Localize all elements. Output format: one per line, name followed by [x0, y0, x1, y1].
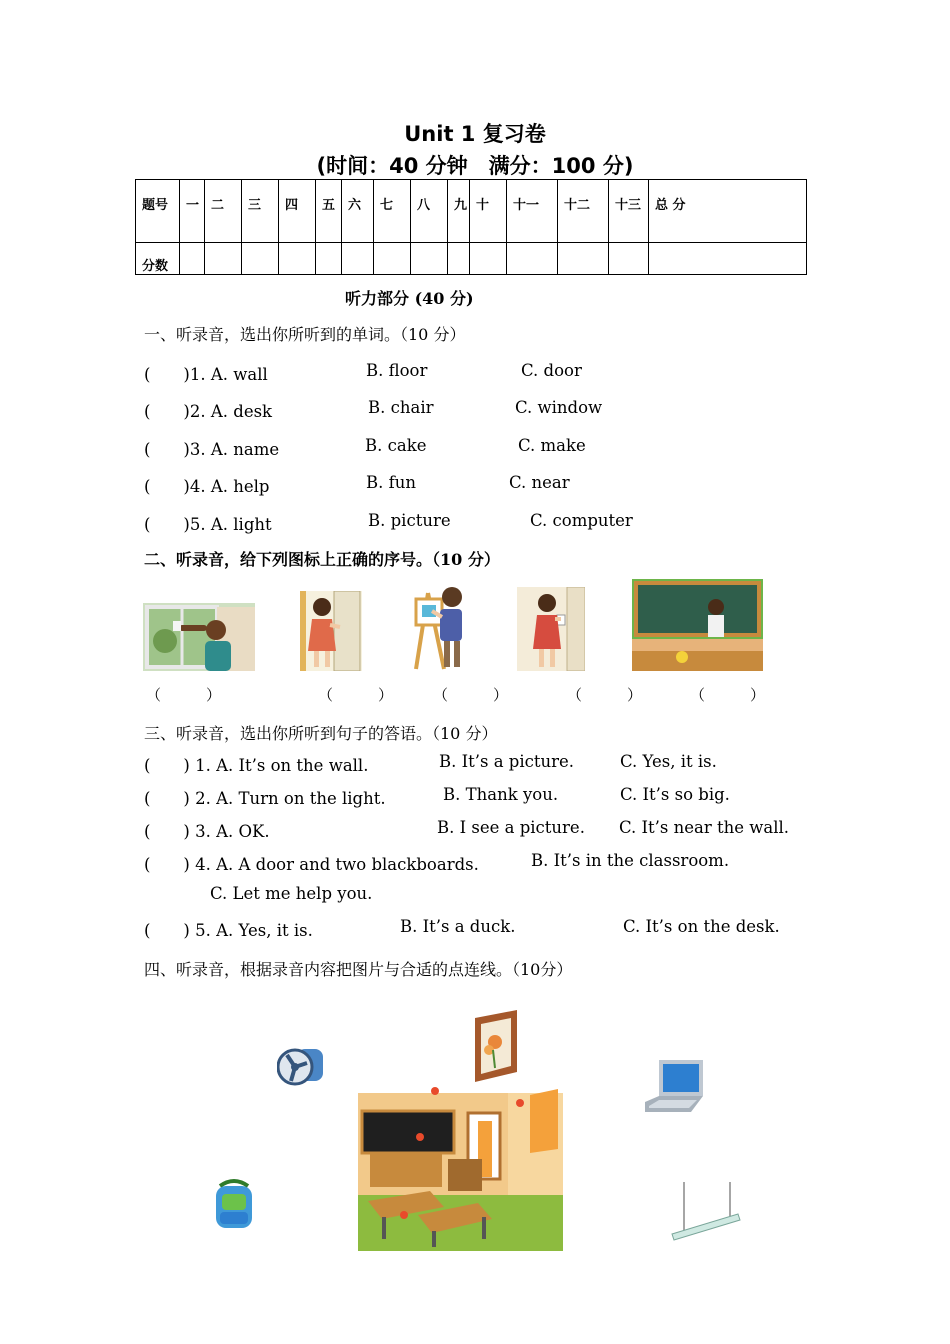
score-table: [135, 179, 807, 275]
score-empty-cell[interactable]: [411, 243, 448, 275]
score-empty-cell[interactable]: [558, 243, 609, 275]
s1-q2-b: B. chair: [368, 398, 434, 417]
s1-q4-b: B. fun: [366, 473, 416, 492]
s3-q5-c: C. It’s on the desk.: [623, 917, 780, 936]
score-cell: 三: [242, 180, 279, 243]
score-cell: 十一: [507, 180, 558, 243]
fan-icon[interactable]: [277, 1045, 325, 1087]
page-subtitle: (时间：40 分钟 满分：100 分): [316, 154, 634, 178]
score-cell: 一: [180, 180, 205, 243]
listening-header: 听力部分 (40 分): [345, 289, 474, 308]
computer-icon[interactable]: [645, 1058, 705, 1114]
s1-q3-b: B. cake: [365, 436, 427, 455]
boy-cleaning-window-picture: [143, 603, 255, 671]
score-empty-cell[interactable]: [649, 243, 807, 275]
s3-q4-b: B. It’s in the classroom.: [531, 851, 730, 870]
score-cell: 十三: [609, 180, 649, 243]
girl-at-light-switch-picture: [517, 587, 585, 671]
score-cell: 二: [205, 180, 242, 243]
section4-title: 四、听录音，根据录音内容把图片与合适的点连线。（10分）: [144, 960, 573, 979]
score-cell: 十二: [558, 180, 609, 243]
boy-painting-picture: [410, 583, 466, 671]
score-empty-cell[interactable]: [374, 243, 411, 275]
score-empty-cell[interactable]: [242, 243, 279, 275]
score-empty-cell[interactable]: [180, 243, 205, 275]
score-cell: 九: [448, 180, 470, 243]
s3-q5-b: B. It’s a duck.: [400, 917, 516, 936]
score-cell: 题号: [136, 180, 180, 243]
answer-paren-3[interactable]: （ ）: [433, 686, 509, 704]
girl-opening-door-picture: [300, 591, 362, 671]
s3-q4-c: C. Let me help you.: [210, 884, 373, 903]
score-table-score-row: [136, 243, 807, 275]
page-title: Unit 1 复习卷: [404, 122, 546, 146]
score-cell: 四: [279, 180, 316, 243]
section3-title: 三、听录音，选出你所听到句子的答语。（10 分）: [144, 724, 498, 743]
score-empty-cell[interactable]: [507, 243, 558, 275]
score-cell: 六: [342, 180, 374, 243]
s3-q3-b: B. I see a picture.: [437, 818, 585, 837]
score-empty-cell[interactable]: [448, 243, 470, 275]
s1-q1-a: ( )1. A. wall: [144, 365, 268, 384]
answer-paren-2[interactable]: （ ）: [318, 686, 394, 704]
classroom-picture: [358, 1083, 563, 1251]
s3-q2-c: C. It’s so big.: [620, 785, 730, 804]
s1-q1-c: C. door: [521, 361, 582, 380]
section1-title: 一、听录音，选出你所听到的单词。（10 分）: [144, 325, 466, 344]
score-empty-cell[interactable]: [470, 243, 507, 275]
score-cell: 总 分: [649, 180, 807, 243]
s1-q2-c: C. window: [515, 398, 603, 417]
s3-q4-a: ( ) 4. A. A door and two blackboards.: [144, 855, 479, 874]
answer-paren-1[interactable]: （ ）: [146, 686, 222, 704]
score-table-header-row: [136, 180, 807, 243]
s1-q4-a: ( )4. A. help: [144, 477, 270, 496]
light-icon[interactable]: [668, 1180, 742, 1244]
score-cell: 七: [374, 180, 411, 243]
s1-q2-a: ( )2. A. desk: [144, 402, 273, 421]
answer-paren-5[interactable]: （ ）: [690, 686, 766, 704]
s1-q1-b: B. floor: [366, 361, 428, 380]
schoolbag-icon[interactable]: [210, 1178, 258, 1230]
s3-q5-a: ( ) 5. A. Yes, it is.: [144, 921, 313, 940]
s3-q1-c: C. Yes, it is.: [620, 752, 717, 771]
s1-q3-c: C. make: [518, 436, 586, 455]
boy-at-blackboard-picture: [632, 579, 763, 671]
score-empty-cell[interactable]: [342, 243, 374, 275]
answer-paren-4[interactable]: （ ）: [567, 686, 643, 704]
score-empty-cell[interactable]: [609, 243, 649, 275]
s1-q5-a: ( )5. A. light: [144, 515, 272, 534]
s3-q1-b: B. It’s a picture.: [439, 752, 575, 771]
s3-q2-a: ( ) 2. A. Turn on the light.: [144, 789, 386, 808]
s3-q1-a: ( ) 1. A. It’s on the wall.: [144, 756, 369, 775]
score-cell: 十: [470, 180, 507, 243]
score-cell: 五: [316, 180, 342, 243]
section2-title: 二、听录音，给下列图标上正确的序号。（10 分）: [144, 550, 500, 569]
s1-q5-c: C. computer: [530, 511, 633, 530]
score-empty-cell[interactable]: [279, 243, 316, 275]
score-empty-cell[interactable]: [316, 243, 342, 275]
s3-q2-b: B. Thank you.: [443, 785, 559, 804]
picture-frame-icon[interactable]: [473, 1010, 519, 1082]
s3-q3-a: ( ) 3. A. OK.: [144, 822, 270, 841]
score-empty-cell[interactable]: [205, 243, 242, 275]
s1-q3-a: ( )3. A. name: [144, 440, 280, 459]
s3-q3-c: C. It’s near the wall.: [619, 818, 790, 837]
score-label-cell: 分数: [136, 243, 180, 275]
score-cell: 八: [411, 180, 448, 243]
s1-q5-b: B. picture: [368, 511, 451, 530]
s1-q4-c: C. near: [509, 473, 570, 492]
